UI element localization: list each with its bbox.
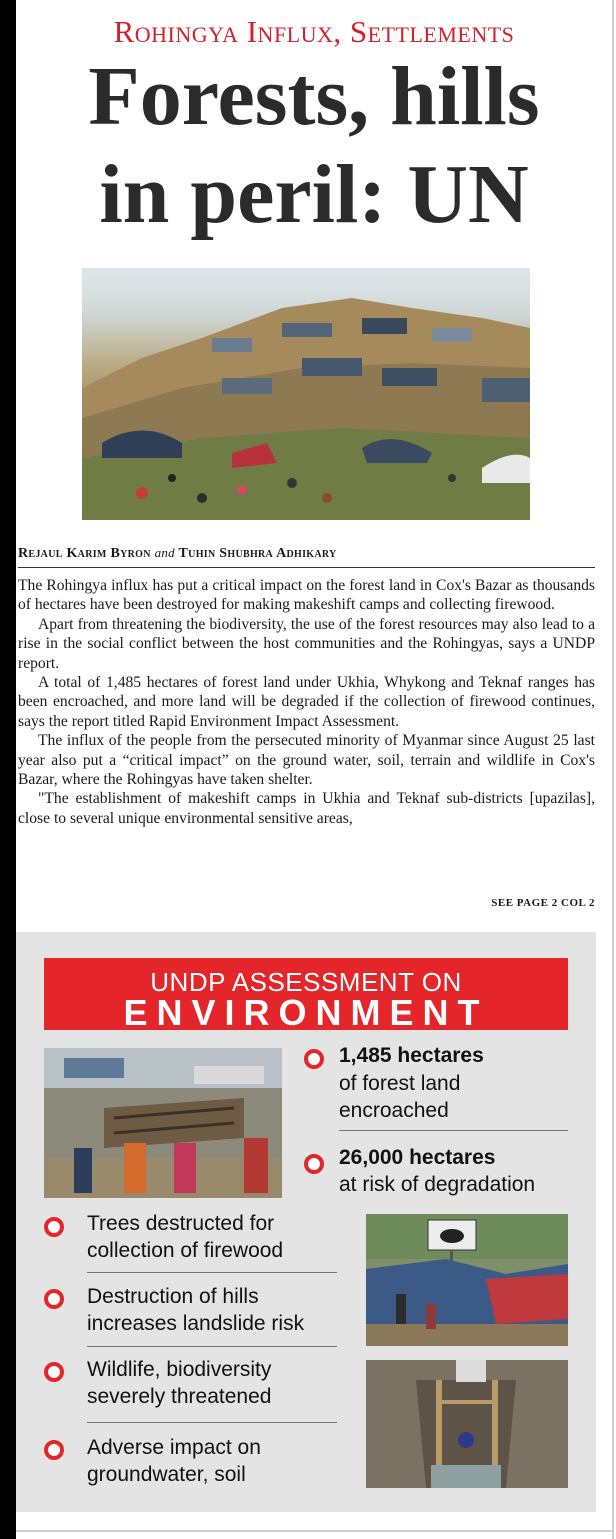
impact-item-2-line-1: Destruction of hills — [87, 1285, 259, 1308]
article-paragraph: A total of 1,485 hectares of forest land under Ukhia, Whykong and Teknaf ranges has been encroached, and more land will be degraded if the collection of firewood continues, says the report titled Rapid Environment Impact Assessment. — [18, 674, 595, 730]
undp-infobox — [16, 932, 596, 1512]
infobox-banner — [44, 958, 568, 1033]
bottom-border — [16, 1530, 614, 1532]
byline-connector: and — [154, 545, 175, 560]
well-photo-illustration — [366, 1360, 568, 1488]
firewood-photo-illustration — [44, 1048, 282, 1198]
main-photo — [82, 268, 530, 520]
elephant-sign-photo-illustration — [366, 1214, 568, 1346]
stat-1-label-line-2: encroached — [339, 1099, 449, 1122]
article-paragraph: The influx of the people from the persecuted minority of Myanmar since August 25 last year also put a “critical impact” on the ground water, soil, terrain and wildlife in Cox's Bazar, where the Rohingyas have taken shelter. — [18, 732, 595, 789]
list-bullet-icon — [44, 1289, 64, 1309]
item-divider — [87, 1272, 337, 1273]
stat-1-value: 1,485 hectares — [339, 1044, 484, 1067]
elephant-sign-photo — [366, 1214, 568, 1346]
headline-line-1: Forests, hills — [88, 50, 540, 143]
right-border — [612, 0, 614, 1539]
stat-bullet-icon — [304, 1049, 324, 1069]
stat-1-label-line-1: of forest land — [339, 1072, 461, 1095]
item-divider — [87, 1346, 337, 1347]
infobox-title-line-2: ENVIRONMENT — [123, 992, 489, 1033]
byline — [18, 545, 337, 562]
article-paragraph: Apart from threatening the biodiversity, the use of the forest resources may also lead to a rise in the social conflict between the host communities and the Rohingyas, says a UNDP report. — [18, 615, 595, 672]
firewood-photo — [44, 1048, 282, 1198]
main-photo-illustration — [82, 268, 530, 520]
byline-author-1: Rejaul Karim Byron — [18, 546, 151, 561]
impact-item-4-line-2: groundwater, soil — [87, 1463, 246, 1486]
well-photo — [366, 1360, 568, 1488]
article-body — [18, 576, 595, 828]
infobox-title-line-1: UNDP ASSESSMENT ON — [150, 967, 462, 997]
impact-item-3-line-2: severely threatened — [87, 1385, 272, 1408]
headline — [16, 48, 612, 244]
left-border — [0, 0, 16, 1539]
list-bullet-icon — [44, 1440, 64, 1460]
stat-divider — [339, 1130, 568, 1131]
impact-item-3-line-1: Wildlife, biodiversity — [87, 1358, 272, 1381]
impact-item-1-line-2: collection of firewood — [87, 1239, 284, 1262]
stat-2-value: 26,000 hectares — [339, 1146, 496, 1169]
article-paragraph: "The establishment of makeshift camps in Ukhia and Teknaf sub-districts [upazilas], close to several unique environmental sensitive areas, — [18, 790, 595, 827]
impact-item-2-line-2: increases landslide risk — [87, 1312, 305, 1335]
continued-jump-link[interactable]: SEE PAGE 2 COL 2 — [491, 897, 595, 909]
list-bullet-icon — [44, 1217, 64, 1237]
byline-author-2: Tuhin Shubhra Adhikary — [178, 546, 337, 561]
stat-2-label-line-1: at risk of degradation — [339, 1173, 536, 1196]
byline-divider — [18, 567, 595, 568]
item-divider — [87, 1422, 337, 1423]
stat-bullet-icon — [304, 1154, 324, 1174]
impact-item-1-line-1: Trees destructed for — [87, 1212, 275, 1235]
list-bullet-icon — [44, 1362, 64, 1382]
headline-line-2: in peril: UN — [99, 148, 529, 241]
kicker: Rohingya Influx, Settlements — [113, 14, 515, 49]
article-paragraph: The Rohingya influx has put a critical impact on the forest land in Cox's Bazar as thousands of hectares have been destroyed for making makeshift camps and collecting firewood. — [18, 577, 595, 614]
impact-item-4-line-1: Adverse impact on — [87, 1436, 261, 1459]
